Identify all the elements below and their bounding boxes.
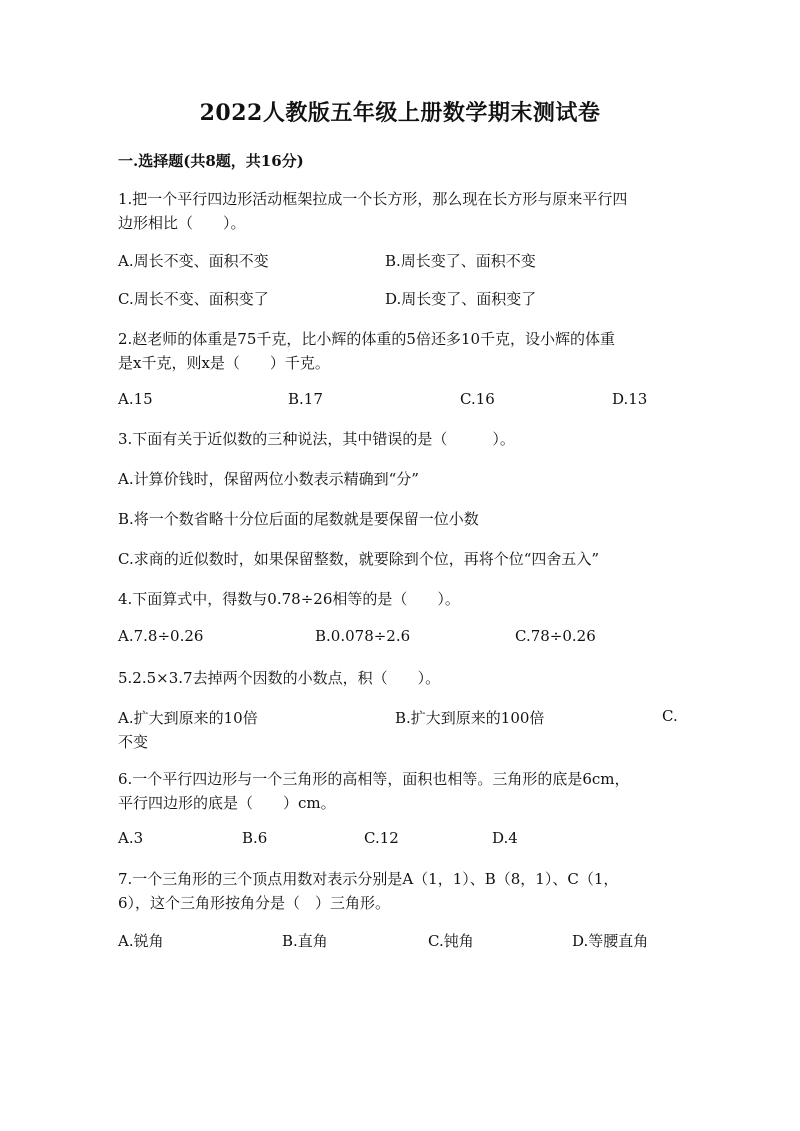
question-1-line-1: 1.把一个平行四边形活动框架拉成一个长方形，那么现在长方形与原来平行四 bbox=[118, 190, 628, 208]
question-1-line-2: 边形相比（ ）。 bbox=[118, 214, 246, 232]
question-7-line-1: 7.一个三角形的三个顶点用数对表示分别是A（1，1）、B（8，1）、C（1， bbox=[118, 870, 619, 888]
question-2-option-d: D.13 bbox=[612, 390, 648, 408]
question-2-line-2: 是x千克，则x是（ ）千克。 bbox=[118, 354, 330, 372]
question-2-option-a: A.15 bbox=[118, 390, 153, 408]
question-4-line-1: 4.下面算式中，得数与0.78÷26相等的是（ ）。 bbox=[118, 590, 460, 608]
question-1-option-c: C.周长不变、面积变了 bbox=[118, 290, 269, 308]
question-7-option-b: B.直角 bbox=[282, 932, 328, 950]
question-3-line-1: 3.下面有关于近似数的三种说法，其中错误的是（ ）。 bbox=[118, 430, 515, 448]
question-2-option-b: B.17 bbox=[288, 390, 323, 408]
question-5-option-b: B.扩大到原来的100倍 bbox=[395, 709, 545, 727]
question-3-option-b: B.将一个数省略十分位后面的尾数就是要保留一位小数 bbox=[118, 510, 479, 528]
question-6-option-d: D.4 bbox=[492, 829, 518, 847]
section-heading: 一.选择题(共8题，共16分) bbox=[118, 152, 304, 170]
question-6-option-b: B.6 bbox=[242, 829, 268, 847]
question-7-line-2: 6），这个三角形按角分是（ ）三角形。 bbox=[118, 894, 391, 912]
question-5-option-c-continued: 不变 bbox=[118, 733, 149, 751]
question-5-option-c: C. bbox=[662, 707, 678, 725]
question-6-option-a: A.3 bbox=[118, 829, 144, 847]
question-7-option-d: D.等腰直角 bbox=[572, 932, 649, 950]
question-4-option-a: A.7.8÷0.26 bbox=[118, 627, 204, 645]
exam-title: 2022人教版五年级上册数学期末测试卷 bbox=[199, 100, 601, 126]
question-3-option-c: C.求商的近似数时，如果保留整数，就要除到个位，再将个位“四舍五入” bbox=[118, 550, 600, 568]
question-6-line-1: 6.一个平行四边形与一个三角形的高相等，面积也相等。三角形的底是6cm， bbox=[118, 770, 630, 788]
question-6-option-c: C.12 bbox=[364, 829, 399, 847]
question-2-option-c: C.16 bbox=[460, 390, 495, 408]
question-1-option-a: A.周长不变、面积不变 bbox=[118, 252, 269, 270]
question-4-option-c: C.78÷0.26 bbox=[515, 627, 596, 645]
question-2-line-1: 2.赵老师的体重是75千克，比小辉的体重的5倍还多10千克，设小辉的体重 bbox=[118, 330, 616, 348]
question-1-option-b: B.周长变了、面积不变 bbox=[385, 252, 536, 270]
question-1-option-d: D.周长变了、面积变了 bbox=[385, 290, 537, 308]
question-4-option-b: B.0.078÷2.6 bbox=[315, 627, 411, 645]
question-7-option-c: C.钝角 bbox=[428, 932, 474, 950]
question-6-line-2: 平行四边形的底是（ ）cm。 bbox=[118, 794, 336, 812]
question-5-line-1: 5.2.5×3.7去掉两个因数的小数点，积（ ）。 bbox=[118, 669, 441, 687]
question-3-option-a: A.计算价钱时，保留两位小数表示精确到“分” bbox=[118, 470, 419, 488]
question-5-option-a: A.扩大到原来的10倍 bbox=[118, 709, 258, 727]
question-7-option-a: A.锐角 bbox=[118, 932, 164, 950]
